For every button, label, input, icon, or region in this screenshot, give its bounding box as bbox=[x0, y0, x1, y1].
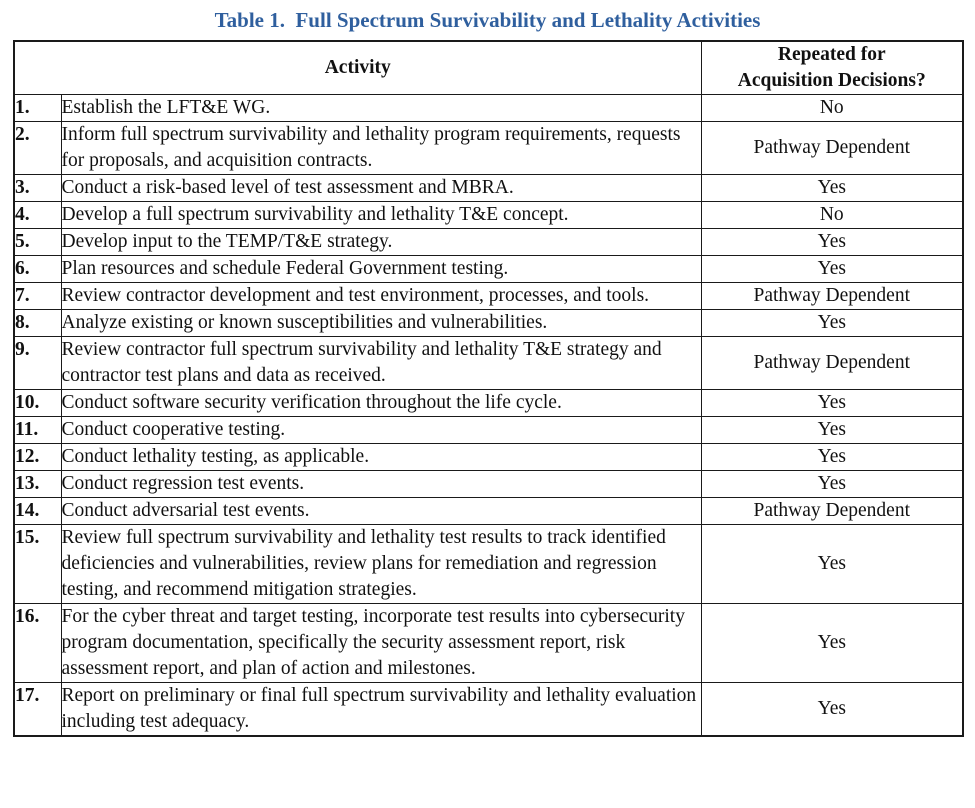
repeated-cell: Yes bbox=[701, 525, 963, 604]
repeated-cell: Yes bbox=[701, 175, 963, 202]
repeated-cell: Pathway Dependent bbox=[701, 498, 963, 525]
row-number: 3. bbox=[14, 175, 61, 202]
repeated-cell: Yes bbox=[701, 683, 963, 737]
activity-cell: Conduct software security verification throughout the life cycle. bbox=[61, 390, 701, 417]
row-number: 17. bbox=[14, 683, 61, 737]
table-row bbox=[14, 498, 963, 525]
activities-table bbox=[13, 40, 964, 737]
activity-cell: Conduct cooperative testing. bbox=[61, 417, 701, 444]
repeated-cell: No bbox=[701, 95, 963, 122]
row-number: 11. bbox=[14, 417, 61, 444]
activity-cell: Analyze existing or known susceptibilities and vulnerabilities. bbox=[61, 310, 701, 337]
repeated-cell: No bbox=[701, 202, 963, 229]
activity-cell: Establish the LFT&E WG. bbox=[61, 95, 701, 122]
activity-cell: Conduct regression test events. bbox=[61, 471, 701, 498]
row-number: 4. bbox=[14, 202, 61, 229]
row-number: 8. bbox=[14, 310, 61, 337]
repeated-cell: Yes bbox=[701, 417, 963, 444]
repeated-header-line1: Repeated for bbox=[777, 44, 886, 65]
header-row bbox=[14, 41, 963, 95]
repeated-cell: Yes bbox=[701, 390, 963, 417]
row-number: 14. bbox=[14, 498, 61, 525]
table-row bbox=[14, 444, 963, 471]
repeated-cell: Yes bbox=[701, 310, 963, 337]
repeated-cell: Pathway Dependent bbox=[701, 337, 963, 390]
table-row bbox=[14, 175, 963, 202]
repeated-cell: Yes bbox=[701, 471, 963, 498]
row-number: 10. bbox=[14, 390, 61, 417]
activity-cell: Conduct adversarial test events. bbox=[61, 498, 701, 525]
row-number: 9. bbox=[14, 337, 61, 390]
repeated-cell: Yes bbox=[701, 444, 963, 471]
row-number: 7. bbox=[14, 283, 61, 310]
activity-cell: For the cyber threat and target testing, incorporate test results into cybersecurity program documentation, specifically the security assessment report, risk assessment report, and plan of action and milestones. bbox=[61, 604, 701, 683]
repeated-cell: Yes bbox=[701, 229, 963, 256]
activity-cell: Review contractor development and test environment, processes, and tools. bbox=[61, 283, 701, 310]
table-row bbox=[14, 122, 963, 175]
table-row bbox=[14, 337, 963, 390]
table-row bbox=[14, 471, 963, 498]
row-number: 5. bbox=[14, 229, 61, 256]
row-number: 1. bbox=[14, 95, 61, 122]
table-row bbox=[14, 256, 963, 283]
row-number: 15. bbox=[14, 525, 61, 604]
activity-cell: Develop a full spectrum survivability and lethality T&E concept. bbox=[61, 202, 701, 229]
table-row bbox=[14, 525, 963, 604]
repeated-cell: Pathway Dependent bbox=[701, 122, 963, 175]
repeated-cell: Yes bbox=[701, 604, 963, 683]
activity-cell: Review contractor full spectrum survivability and lethality T&E strategy and contractor test plans and data as received. bbox=[61, 337, 701, 390]
activity-cell: Review full spectrum survivability and lethality test results to track identified deficiencies and vulnerabilities, review plans for remediation and regression testing, and recommend mitigation strategies. bbox=[61, 525, 701, 604]
repeated-column-header bbox=[701, 41, 963, 95]
table-row bbox=[14, 390, 963, 417]
repeated-cell: Pathway Dependent bbox=[701, 283, 963, 310]
activity-cell: Report on preliminary or final full spectrum survivability and lethality evaluation including test adequacy. bbox=[61, 683, 701, 737]
table-row bbox=[14, 229, 963, 256]
table-row bbox=[14, 604, 963, 683]
row-number: 13. bbox=[14, 471, 61, 498]
row-number: 6. bbox=[14, 256, 61, 283]
table-row bbox=[14, 310, 963, 337]
repeated-header-line2: Acquisition Decisions? bbox=[737, 70, 926, 91]
repeated-cell: Yes bbox=[701, 256, 963, 283]
row-number: 12. bbox=[14, 444, 61, 471]
activity-cell: Conduct a risk-based level of test assessment and MBRA. bbox=[61, 175, 701, 202]
table-row bbox=[14, 683, 963, 737]
activity-cell: Conduct lethality testing, as applicable. bbox=[61, 444, 701, 471]
activity-column-header: Activity bbox=[14, 41, 701, 95]
table-row bbox=[14, 95, 963, 122]
activity-cell: Develop input to the TEMP/T&E strategy. bbox=[61, 229, 701, 256]
row-number: 16. bbox=[14, 604, 61, 683]
table-row bbox=[14, 202, 963, 229]
table-row bbox=[14, 283, 963, 310]
activity-cell: Plan resources and schedule Federal Government testing. bbox=[61, 256, 701, 283]
activity-cell: Inform full spectrum survivability and lethality program requirements, requests for proposals, and acquisition contracts. bbox=[61, 122, 701, 175]
table-row bbox=[14, 417, 963, 444]
table-title: Table 1. Full Spectrum Survivability and Lethality Activities bbox=[214, 8, 761, 32]
row-number: 2. bbox=[14, 122, 61, 175]
